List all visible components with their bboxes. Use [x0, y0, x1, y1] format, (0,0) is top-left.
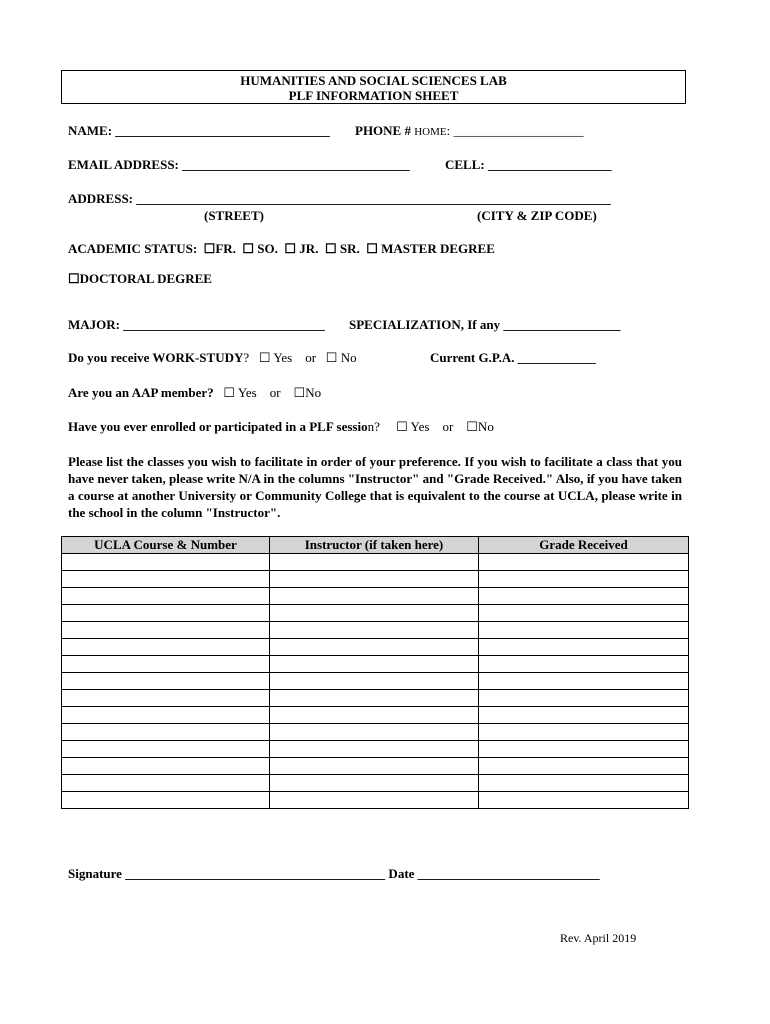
course-cell[interactable] [62, 758, 270, 775]
instructor-cell[interactable] [270, 724, 479, 741]
course-cell[interactable] [62, 588, 270, 605]
academic-status-options[interactable]: ACADEMIC STATUS: ☐FR. ☐ SO. ☐ JR. ☐ SR. ☐ MASTER DEGREE [68, 241, 495, 256]
table-row [62, 775, 689, 792]
grade-cell[interactable] [479, 554, 689, 571]
aap-question[interactable] [68, 385, 321, 401]
grade-cell[interactable] [479, 690, 689, 707]
header-instructor: Instructor (if taken here) [270, 537, 479, 554]
name-field[interactable]: NAME: _________________________________ [68, 123, 330, 138]
instructor-cell[interactable] [270, 605, 479, 622]
aap-options[interactable]: ☐ Yes or ☐No [213, 385, 322, 400]
instructor-cell[interactable] [270, 758, 479, 775]
plf-options[interactable]: n? ☐ Yes or ☐No [367, 419, 494, 434]
grade-cell[interactable] [479, 571, 689, 588]
course-preference-table [61, 536, 689, 809]
course-cell[interactable] [62, 605, 270, 622]
doctoral-degree-option[interactable]: ☐DOCTORAL DEGREE [68, 271, 212, 286]
course-cell[interactable] [62, 656, 270, 673]
course-cell[interactable] [62, 690, 270, 707]
table-row [62, 622, 689, 639]
major-field[interactable]: MAJOR: _______________________________ [68, 317, 325, 332]
table-row [62, 741, 689, 758]
work-study-question[interactable] [68, 350, 357, 366]
course-cell[interactable] [62, 622, 270, 639]
table-row [62, 673, 689, 690]
instructor-cell[interactable] [270, 775, 479, 792]
plf-question[interactable] [68, 419, 494, 435]
table-row [62, 656, 689, 673]
specialization-field[interactable]: SPECIALIZATION, If any __________________ [349, 317, 621, 332]
cell-field[interactable]: CELL: ___________________ [445, 157, 612, 172]
table-row [62, 554, 689, 571]
grade-cell[interactable] [479, 775, 689, 792]
table-header-row [62, 537, 689, 554]
grade-cell[interactable] [479, 792, 689, 809]
phone-label: PHONE # [355, 123, 415, 138]
grade-cell[interactable] [479, 622, 689, 639]
revision-note: Rev. April 2019 [560, 931, 637, 945]
phone-blank: : ____________________ [446, 123, 584, 138]
work-study-options[interactable]: ? ☐ Yes or ☐ No [243, 350, 357, 365]
gpa-field[interactable]: Current G.P.A. ____________ [430, 350, 596, 365]
instructor-cell[interactable] [270, 639, 479, 656]
table-row [62, 639, 689, 656]
phone-field[interactable] [355, 123, 584, 140]
instructor-cell[interactable] [270, 656, 479, 673]
table-row [62, 690, 689, 707]
table-row [62, 571, 689, 588]
instructor-cell[interactable] [270, 707, 479, 724]
form-title-line2: PLF INFORMATION SHEET [288, 88, 459, 103]
instructor-cell[interactable] [270, 741, 479, 758]
table-row [62, 792, 689, 809]
work-study-label: Do you receive WORK-STUDY [68, 350, 244, 365]
email-field[interactable]: EMAIL ADDRESS: ___________________________________ [68, 157, 410, 172]
table-row [62, 707, 689, 724]
grade-cell[interactable] [479, 605, 689, 622]
instructor-cell[interactable] [270, 554, 479, 571]
aap-label: Are you an AAP member? [68, 385, 214, 400]
form-title-line1: HUMANITIES AND SOCIAL SCIENCES LAB [240, 73, 507, 88]
form-title-box [61, 70, 686, 104]
course-cell[interactable] [62, 707, 270, 724]
grade-cell[interactable] [479, 724, 689, 741]
table-row [62, 758, 689, 775]
instructor-cell[interactable] [270, 792, 479, 809]
table-row [62, 588, 689, 605]
table-row [62, 724, 689, 741]
city-zip-label: (CITY & ZIP CODE) [477, 208, 597, 223]
instructions-paragraph: Please list the classes you wish to facilitate in order of your preference. If you wish to facilitate a class that you have never taken, please write N/A in the columns "Instructor" and "Grade Received." Also, if you have taken a course at another University or Community College that is equivalent to the course at UCLA, please write in the school in the column "Instructor". [68, 454, 682, 520]
grade-cell[interactable] [479, 758, 689, 775]
signature-date-line[interactable]: Signature ________________________________________ Date ____________________________ [68, 866, 600, 881]
grade-cell[interactable] [479, 707, 689, 724]
course-cell[interactable] [62, 673, 270, 690]
instructor-cell[interactable] [270, 673, 479, 690]
course-cell[interactable] [62, 741, 270, 758]
plf-label: Have you ever enrolled or participated in a PLF sessio [68, 419, 368, 434]
street-label: (STREET) [204, 208, 264, 223]
instructor-cell[interactable] [270, 571, 479, 588]
header-ucla-course: UCLA Course & Number [62, 537, 270, 554]
course-cell[interactable] [62, 775, 270, 792]
grade-cell[interactable] [479, 639, 689, 656]
grade-cell[interactable] [479, 656, 689, 673]
course-cell[interactable] [62, 639, 270, 656]
grade-cell[interactable] [479, 588, 689, 605]
instructor-cell[interactable] [270, 690, 479, 707]
course-cell[interactable] [62, 724, 270, 741]
header-grade: Grade Received [479, 537, 689, 554]
grade-cell[interactable] [479, 741, 689, 758]
course-cell[interactable] [62, 554, 270, 571]
course-cell[interactable] [62, 792, 270, 809]
instructor-cell[interactable] [270, 622, 479, 639]
table-row [62, 605, 689, 622]
grade-cell[interactable] [479, 673, 689, 690]
phone-home-label: HOME [414, 126, 447, 138]
address-field[interactable]: ADDRESS: _________________________________________________________________________ [68, 191, 611, 206]
course-cell[interactable] [62, 571, 270, 588]
instructor-cell[interactable] [270, 588, 479, 605]
